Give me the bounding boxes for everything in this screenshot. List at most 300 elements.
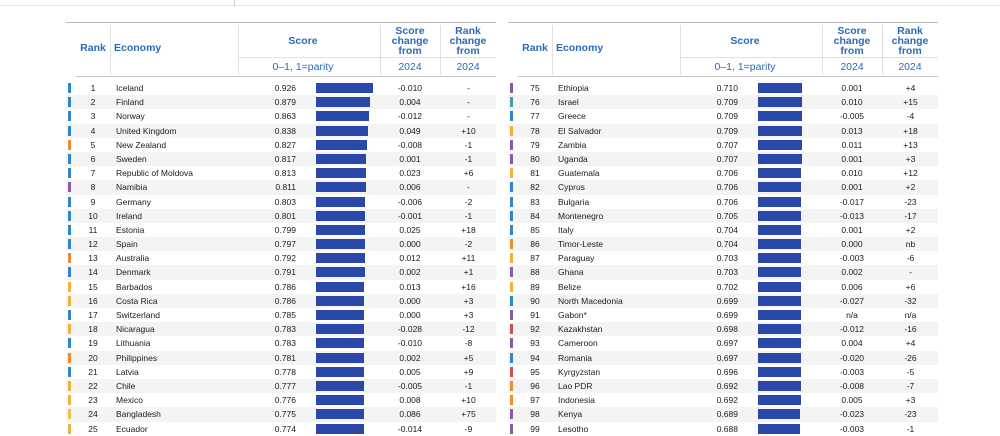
rank-change-cell: -8: [464, 338, 473, 349]
score-cell: 0.706: [716, 196, 738, 207]
rank-change-cell: -1: [464, 153, 473, 164]
score-bar: [758, 409, 800, 419]
score-bar: [316, 324, 364, 334]
score-bar: [316, 282, 364, 292]
economy-cell: Uganda: [558, 153, 588, 164]
score-bar: [316, 168, 366, 178]
table-row: [66, 336, 496, 350]
table-row: [508, 351, 938, 365]
score-change-cell: -0.003: [839, 366, 865, 377]
header-score: Score: [730, 35, 760, 47]
top-tick: [234, 0, 235, 6]
region-color-marker: [68, 182, 71, 192]
economy-cell: Mexico: [116, 395, 143, 406]
score-cell: 0.797: [274, 239, 296, 250]
header-separator: [680, 25, 681, 75]
header-underline: [76, 76, 496, 77]
score-cell: 0.783: [274, 324, 296, 335]
rank-cell: 80: [530, 153, 540, 164]
score-cell: 0.803: [274, 196, 296, 207]
economy-cell: United Kingdom: [116, 125, 177, 136]
rank-cell: 19: [88, 338, 98, 349]
table-row: [508, 251, 938, 265]
economy-cell: Namibia: [116, 182, 148, 193]
rank-change-cell: -17: [904, 210, 917, 221]
score-cell: 0.774: [274, 423, 296, 434]
economy-cell: Germany: [116, 196, 151, 207]
score-cell: 0.879: [274, 97, 296, 108]
score-change-cell: 0.008: [399, 395, 421, 406]
score-bar: [758, 324, 801, 334]
rank-cell: 5: [90, 139, 96, 150]
score-bar: [316, 154, 366, 164]
rank-change-cell: -9: [464, 423, 473, 434]
rank-change-cell: -23: [904, 409, 917, 420]
economy-cell: Norway: [116, 111, 145, 122]
header-score-change-1: Score: [395, 25, 425, 37]
region-color-marker: [510, 154, 513, 164]
table-row: [508, 124, 938, 138]
score-bar: [316, 225, 365, 235]
rank-cell: 82: [530, 182, 540, 193]
region-color-marker: [510, 239, 513, 249]
score-change-cell: -0.003: [839, 423, 865, 434]
table-row: [508, 322, 938, 336]
score-cell: 0.707: [716, 153, 738, 164]
score-change-cell: -0.017: [839, 196, 865, 207]
top-divider: [0, 5, 1000, 6]
score-bar: [758, 338, 801, 348]
score-bar: [758, 111, 802, 121]
rank-change-cell: +1: [463, 267, 474, 278]
rank-change-cell: +18: [903, 125, 918, 136]
score-cell: 0.799: [274, 224, 296, 235]
score-cell: 0.801: [274, 210, 296, 221]
rank-change-cell: +6: [463, 168, 474, 179]
rank-cell: 17: [88, 310, 98, 320]
score-change-cell: 0.002: [841, 267, 863, 278]
score-bar: [316, 353, 364, 363]
score-cell: 0.697: [716, 338, 738, 349]
rank-cell: 25: [88, 423, 98, 434]
rank-cell: 75: [530, 83, 540, 93]
rank-change-cell: +3: [905, 153, 916, 164]
table-row: [508, 180, 938, 194]
table-row: [66, 379, 496, 393]
rank-cell: 93: [530, 338, 540, 349]
rank-change-cell: -16: [904, 324, 917, 335]
score-cell: 0.813: [274, 168, 296, 179]
rank-change-cell: +2: [905, 224, 916, 235]
score-change-cell: -0.012: [397, 111, 423, 122]
score-bar: [316, 409, 364, 419]
table-row: [508, 81, 938, 95]
score-change-cell: -0.005: [397, 380, 423, 391]
table-row: [66, 152, 496, 166]
region-color-marker: [510, 381, 513, 391]
rank-change-cell: +16: [461, 281, 476, 292]
score-cell: 0.705: [716, 210, 738, 221]
score-cell: 0.785: [274, 310, 296, 320]
economy-cell: Finland: [116, 97, 144, 108]
rank-cell: 6: [90, 153, 96, 164]
header-rank-change-2: change: [449, 35, 487, 47]
table-row: [66, 237, 496, 251]
table-row: [66, 166, 496, 180]
rank-change-cell: -5: [906, 366, 915, 377]
rank-change-cell: -7: [906, 380, 915, 391]
ranking-table-right: [508, 22, 938, 436]
score-bar: [316, 126, 368, 136]
header-rank-change-2: change: [891, 35, 929, 47]
rank-change-cell: +11: [461, 253, 476, 264]
score-change-cell: -0.008: [397, 139, 423, 150]
rank-cell: 3: [90, 111, 96, 122]
table-row: [508, 393, 938, 407]
economy-cell: Romania: [558, 352, 593, 363]
score-cell: 0.783: [274, 338, 296, 349]
rank-change-cell: n/a: [904, 310, 917, 320]
table-row: [66, 322, 496, 336]
panel-top-border: [66, 22, 496, 23]
economy-cell: Ireland: [116, 210, 142, 221]
rank-change-cell: -1: [464, 380, 473, 391]
rank-cell: 81: [530, 168, 540, 179]
rank-change-cell: -1: [464, 139, 473, 150]
table-row: [66, 180, 496, 194]
rank-change-cell: +10: [461, 125, 476, 136]
table-row: [66, 223, 496, 237]
rank-cell: 92: [530, 324, 540, 335]
rank-change-cell: +6: [905, 281, 916, 292]
table-row: [66, 138, 496, 152]
score-bar: [758, 168, 801, 178]
rank-cell: 2: [90, 97, 96, 108]
region-color-marker: [510, 140, 513, 150]
table-row: [508, 223, 938, 237]
score-cell: 0.699: [716, 295, 738, 306]
economy-cell: Kenya: [558, 409, 583, 420]
region-color-marker: [68, 395, 71, 405]
rank-cell: 16: [88, 295, 98, 306]
table-row: [66, 294, 496, 308]
region-color-marker: [510, 338, 513, 348]
score-cell: 0.926: [274, 83, 296, 93]
table-row: [508, 109, 938, 123]
score-change-cell: -0.005: [839, 111, 865, 122]
region-color-marker: [68, 282, 71, 292]
score-cell: 0.704: [716, 239, 738, 250]
economy-cell: Latvia: [116, 366, 139, 377]
rank-change-cell: +2: [905, 182, 916, 193]
economy-cell: Cameroon: [558, 338, 598, 349]
region-color-marker: [68, 168, 71, 178]
economy-cell: Philippines: [116, 352, 158, 363]
score-cell: 0.791: [274, 267, 296, 278]
rank-change-cell: +12: [903, 168, 918, 179]
rank-cell: 76: [530, 97, 540, 108]
rank-change-cell: +18: [461, 224, 476, 235]
score-bar: [316, 267, 365, 277]
header-score-change-2: change: [833, 35, 871, 47]
score-change-cell: 0.001: [841, 153, 863, 164]
region-color-marker: [68, 97, 71, 107]
score-bar: [316, 140, 367, 150]
score-bar: [316, 395, 364, 405]
rank-cell: 99: [530, 423, 540, 434]
region-color-marker: [510, 126, 513, 136]
score-change-cell: 0.010: [841, 97, 863, 108]
header-score-change-3: from: [840, 45, 864, 57]
score-bar: [758, 225, 801, 235]
region-color-marker: [68, 409, 71, 419]
score-change-cell: -0.006: [397, 196, 423, 207]
header-separator: [552, 25, 553, 75]
region-color-marker: [510, 267, 513, 277]
score-cell: 0.698: [716, 324, 738, 335]
header-underline: [518, 76, 938, 77]
economy-cell: Ecuador: [116, 423, 148, 434]
score-change-cell: -0.020: [839, 352, 865, 363]
score-bar: [316, 381, 364, 391]
score-cell: 0.786: [274, 295, 296, 306]
score-change-cell: n/a: [846, 310, 858, 320]
score-bar: [758, 126, 802, 136]
header-rank-change-3: from: [898, 45, 922, 57]
economy-cell: Indonesia: [558, 395, 595, 406]
header-score-change-3: from: [398, 45, 422, 57]
economy-cell: Costa Rica: [116, 295, 158, 306]
score-cell: 0.827: [274, 139, 296, 150]
score-change-cell: 0.086: [399, 409, 421, 420]
score-cell: 0.776: [274, 395, 296, 406]
score-bar: [316, 253, 365, 263]
score-bar: [758, 353, 801, 363]
economy-cell: Australia: [116, 253, 150, 264]
header-score-change-year: 2024: [398, 61, 422, 73]
economy-cell: Bulgaria: [558, 196, 590, 207]
header-rank-change-1: Rank: [455, 25, 481, 37]
economy-cell: Chile: [116, 380, 136, 391]
table-row: [508, 237, 938, 251]
table-row: [508, 280, 938, 294]
score-change-cell: -0.013: [839, 210, 865, 221]
score-change-cell: 0.001: [841, 182, 863, 193]
economy-cell: Cyprus: [558, 182, 585, 193]
rank-change-cell: nb: [905, 239, 916, 250]
rank-cell: 9: [90, 196, 96, 207]
score-bar: [316, 197, 365, 207]
score-cell: 0.709: [716, 97, 738, 108]
rank-cell: 78: [530, 125, 540, 136]
rank-change-cell: +3: [463, 310, 474, 320]
rank-cell: 10: [88, 210, 98, 221]
table-row: [508, 308, 938, 322]
rank-change-cell: +10: [461, 395, 476, 406]
score-bar: [758, 381, 801, 391]
table-row: [508, 95, 938, 109]
rank-change-cell: +5: [463, 352, 474, 363]
score-change-cell: 0.002: [399, 267, 421, 278]
rank-change-cell: -32: [904, 295, 917, 306]
score-bar: [758, 367, 801, 377]
region-color-marker: [510, 395, 513, 405]
score-change-cell: 0.001: [841, 83, 863, 93]
rank-cell: 14: [88, 267, 98, 278]
header-rank: Rank: [80, 42, 106, 54]
score-cell: 0.699: [716, 310, 738, 320]
economy-cell: Lao PDR: [558, 380, 593, 391]
rank-cell: 11: [88, 224, 98, 235]
header-economy: Economy: [114, 42, 162, 54]
score-cell: 0.775: [274, 409, 296, 420]
economy-cell: Denmark: [116, 267, 151, 278]
header-score-change-2: change: [391, 35, 429, 47]
score-cell: 0.703: [716, 267, 738, 278]
score-cell: 0.702: [716, 281, 738, 292]
region-color-marker: [510, 409, 513, 419]
score-bar: [316, 296, 364, 306]
score-bar: [758, 83, 802, 93]
score-bar: [758, 197, 801, 207]
score-cell: 0.706: [716, 168, 738, 179]
score-bar: [316, 182, 366, 192]
header-subline: [238, 57, 496, 58]
header-separator: [440, 25, 441, 75]
rank-change-cell: +3: [905, 395, 916, 406]
score-bar: [316, 367, 364, 377]
rank-change-cell: +4: [905, 83, 916, 93]
region-color-marker: [510, 97, 513, 107]
economy-cell: Kyrgyzstan: [558, 366, 601, 377]
economy-cell: Gabon*: [558, 310, 587, 320]
score-bar: [758, 424, 800, 434]
rank-cell: 95: [530, 366, 540, 377]
rank-change-cell: +75: [461, 409, 476, 420]
rank-change-cell: -: [909, 267, 912, 278]
score-cell: 0.706: [716, 182, 738, 193]
economy-cell: Guatemala: [558, 168, 600, 179]
rank-change-cell: -23: [904, 196, 917, 207]
score-cell: 0.863: [274, 111, 296, 122]
score-change-cell: -0.027: [839, 295, 865, 306]
table-row: [508, 265, 938, 279]
score-change-cell: 0.013: [399, 281, 421, 292]
region-color-marker: [510, 197, 513, 207]
table-body-left: [66, 81, 496, 436]
score-bar: [316, 424, 364, 434]
rank-change-cell: -1: [464, 210, 473, 221]
region-color-marker: [68, 211, 71, 221]
score-cell: 0.703: [716, 253, 738, 264]
score-cell: 0.709: [716, 111, 738, 122]
score-change-cell: 0.005: [399, 366, 421, 377]
table-row: [66, 280, 496, 294]
header-subline: [680, 57, 938, 58]
score-change-cell: 0.004: [399, 97, 421, 108]
header-separator: [380, 25, 381, 75]
rank-change-cell: -2: [464, 239, 473, 250]
table-row: [66, 365, 496, 379]
table-row: [508, 195, 938, 209]
rank-cell: 85: [530, 224, 540, 235]
rank-cell: 83: [530, 196, 540, 207]
region-color-marker: [68, 140, 71, 150]
region-color-marker: [68, 324, 71, 334]
score-change-cell: 0.006: [841, 281, 863, 292]
economy-cell: New Zealand: [116, 139, 167, 150]
score-bar: [758, 140, 802, 150]
region-color-marker: [68, 197, 71, 207]
rank-cell: 79: [530, 139, 540, 150]
score-bar: [316, 97, 370, 107]
score-change-cell: 0.006: [399, 182, 421, 193]
region-color-marker: [510, 253, 513, 263]
economy-cell: Montenegro: [558, 210, 604, 221]
region-color-marker: [510, 296, 513, 306]
rank-change-cell: -: [467, 83, 470, 93]
economy-cell: Kazakhstan: [558, 324, 603, 335]
panel-top-border: [508, 22, 938, 23]
table-row: [66, 209, 496, 223]
score-change-cell: -0.012: [839, 324, 865, 335]
economy-cell: Nicaragua: [116, 324, 155, 335]
economy-cell: Iceland: [116, 83, 144, 93]
region-color-marker: [68, 154, 71, 164]
score-change-cell: 0.002: [399, 352, 421, 363]
rank-cell: 22: [88, 380, 98, 391]
score-change-cell: 0.023: [399, 168, 421, 179]
score-bar: [758, 211, 801, 221]
economy-cell: Belize: [558, 281, 582, 292]
rank-cell: 7: [90, 168, 96, 179]
table-body-right: [508, 81, 938, 436]
score-change-cell: -0.014: [397, 423, 423, 434]
rank-cell: 12: [88, 239, 98, 250]
economy-cell: North Macedonia: [558, 295, 623, 306]
rank-change-cell: +4: [905, 338, 916, 349]
score-bar: [758, 239, 801, 249]
economy-cell: Bangladesh: [116, 409, 161, 420]
table-row: [66, 308, 496, 322]
score-change-cell: -0.001: [397, 210, 423, 221]
score-change-cell: -0.023: [839, 409, 865, 420]
rank-change-cell: -12: [462, 324, 475, 335]
region-color-marker: [510, 182, 513, 192]
table-row: [508, 336, 938, 350]
score-change-cell: 0.012: [399, 253, 421, 264]
header-economy: Economy: [556, 42, 604, 54]
rank-change-cell: +3: [463, 295, 474, 306]
score-cell: 0.710: [716, 83, 738, 93]
score-change-cell: 0.004: [841, 338, 863, 349]
economy-cell: Republic of Moldova: [116, 168, 194, 179]
score-change-cell: 0.001: [841, 224, 863, 235]
rank-cell: 87: [530, 253, 540, 264]
score-change-cell: -0.010: [397, 83, 423, 93]
header-rank-change-year: 2024: [456, 61, 480, 73]
table-row: [66, 265, 496, 279]
header-rank-change-3: from: [456, 45, 480, 57]
region-color-marker: [510, 324, 513, 334]
rank-change-cell: -4: [906, 111, 915, 122]
header-rank: Rank: [522, 42, 548, 54]
score-change-cell: 0.001: [399, 153, 421, 164]
score-cell: 0.781: [274, 352, 296, 363]
region-color-marker: [68, 367, 71, 377]
economy-cell: Estonia: [116, 224, 145, 235]
rank-cell: 91: [530, 310, 540, 320]
